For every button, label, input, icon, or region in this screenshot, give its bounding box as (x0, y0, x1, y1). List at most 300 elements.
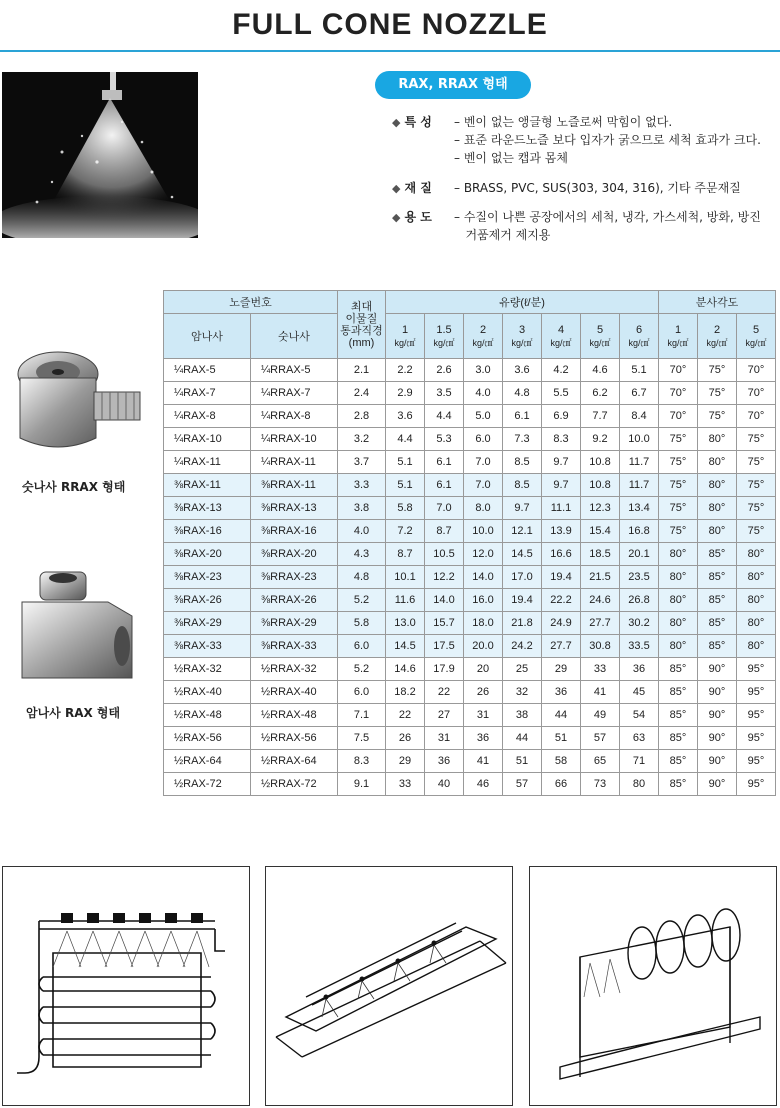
flow-cell: 33 (581, 658, 620, 681)
angle-cell: 85° (698, 612, 737, 635)
table-row (164, 589, 776, 612)
flow-cell: 57 (581, 727, 620, 750)
female-type-label: 암나사 RAX 형태 (26, 706, 121, 720)
flow-cell: 17.9 (425, 658, 464, 681)
flow-cell: 4.2 (542, 359, 581, 382)
female-code-cell: ½RAX-64 (164, 750, 251, 773)
flow-cell: 27 (425, 704, 464, 727)
angle-cell: 75° (737, 451, 776, 474)
angle-cell: 90° (698, 681, 737, 704)
flow-cell: 36 (464, 727, 503, 750)
flow-cell: 31 (464, 704, 503, 727)
female-code-cell: ⅜RAX-23 (164, 566, 251, 589)
male-code-cell: ½RRAX-64 (251, 750, 338, 773)
angle-cell: 70° (737, 382, 776, 405)
flow-cell: 6.2 (581, 382, 620, 405)
angle-cell: 75° (737, 474, 776, 497)
angle-pressure-header: 1 kg/㎠ (659, 314, 698, 359)
flow-cell: 14.0 (425, 589, 464, 612)
title-divider (0, 50, 780, 52)
table-row (164, 658, 776, 681)
flow-cell: 17.5 (425, 635, 464, 658)
angle-cell: 75° (659, 497, 698, 520)
flow-cell: 21.8 (503, 612, 542, 635)
angle-cell: 85° (659, 773, 698, 796)
max-passage-cell: 4.8 (338, 566, 386, 589)
table-row (164, 566, 776, 589)
max-passage-cell: 7.1 (338, 704, 386, 727)
female-thread-nozzle-icon (18, 566, 142, 686)
flow-cell: 19.4 (542, 566, 581, 589)
flow-cell: 5.3 (425, 428, 464, 451)
spec-line: – 벤이 없는 앵글형 노즐로써 막힘이 없다. (454, 115, 673, 129)
flow-cell: 14.6 (386, 658, 425, 681)
angle-cell: 80° (737, 543, 776, 566)
flow-cell: 33 (386, 773, 425, 796)
male-code-cell: ⅜RRAX-13 (251, 497, 338, 520)
flow-cell: 5.8 (386, 497, 425, 520)
flow-cell: 12.3 (581, 497, 620, 520)
flow-cell: 15.4 (581, 520, 620, 543)
flow-cell: 9.7 (542, 451, 581, 474)
female-code-cell: ⅜RAX-29 (164, 612, 251, 635)
flow-cell: 5.1 (386, 451, 425, 474)
max-passage-cell: 2.4 (338, 382, 386, 405)
angle-cell: 75° (737, 428, 776, 451)
male-code-cell: ⅜RRAX-20 (251, 543, 338, 566)
flow-cell: 5.0 (464, 405, 503, 428)
female-header: 암나사 (164, 314, 251, 359)
flow-pressure-header: 4 kg/㎠ (542, 314, 581, 359)
angle-cell: 80° (737, 635, 776, 658)
angle-cell: 75° (698, 405, 737, 428)
angle-cell: 75° (698, 382, 737, 405)
male-code-cell: ¼RRAX-10 (251, 428, 338, 451)
flow-pressure-header: 2 kg/㎠ (464, 314, 503, 359)
flow-cell: 51 (503, 750, 542, 773)
flow-cell: 13.4 (620, 497, 659, 520)
max-passage-cell: 8.3 (338, 750, 386, 773)
spec-table (163, 290, 776, 796)
table-row (164, 612, 776, 635)
female-code-cell: ½RAX-48 (164, 704, 251, 727)
flow-cell: 51 (542, 727, 581, 750)
angle-cell: 85° (659, 658, 698, 681)
flow-cell: 22.2 (542, 589, 581, 612)
male-code-cell: ⅜RRAX-29 (251, 612, 338, 635)
pipe-rack-diagram (2, 866, 250, 1106)
spec-line: – BRASS, PVC, SUS(303, 304, 316), 기타 주문재질 (454, 181, 741, 195)
flow-cell: 6.0 (464, 428, 503, 451)
flow-cell: 16.6 (542, 543, 581, 566)
angle-cell: 95° (737, 773, 776, 796)
flow-cell: 40 (425, 773, 464, 796)
flow-cell: 17.0 (503, 566, 542, 589)
angle-cell: 90° (698, 727, 737, 750)
flow-cell: 20.0 (464, 635, 503, 658)
female-code-cell: ⅜RAX-13 (164, 497, 251, 520)
diamond-bullet-icon: ◆ (392, 182, 401, 195)
conveyor-diagram-icon (266, 867, 512, 1105)
male-code-cell: ⅜RRAX-26 (251, 589, 338, 612)
flow-cell: 21.5 (581, 566, 620, 589)
angle-cell: 70° (659, 382, 698, 405)
angle-cell: 85° (698, 635, 737, 658)
angle-cell: 90° (698, 773, 737, 796)
roller-diagram-icon (530, 867, 776, 1105)
flow-cell: 8.5 (503, 451, 542, 474)
angle-cell: 80° (659, 543, 698, 566)
flow-cell: 16.0 (464, 589, 503, 612)
flow-cell: 9.2 (581, 428, 620, 451)
male-code-cell: ¼RRAX-11 (251, 451, 338, 474)
flow-cell: 54 (620, 704, 659, 727)
male-type-label: 숫나사 RRAX 형태 (22, 480, 126, 494)
female-code-cell: ⅜RAX-20 (164, 543, 251, 566)
pipe-rack-diagram-icon (3, 867, 249, 1105)
flow-cell: 8.4 (620, 405, 659, 428)
flow-cell: 3.0 (464, 359, 503, 382)
flow-cell: 6.7 (620, 382, 659, 405)
flow-cell: 31 (425, 727, 464, 750)
spec-line: – 표준 라운드노즐 보다 입자가 굵으므로 세척 효과가 크다. (454, 133, 761, 147)
female-code-cell: ½RAX-40 (164, 681, 251, 704)
male-thread-nozzle-icon (10, 346, 150, 456)
flow-cell: 22 (425, 681, 464, 704)
page-title: FULL CONE NOZZLE (232, 8, 548, 41)
angle-cell: 75° (737, 520, 776, 543)
flow-pressure-header: 3 kg/㎠ (503, 314, 542, 359)
angle-cell: 95° (737, 704, 776, 727)
nozzle-no-header: 노즐번호 (164, 291, 338, 314)
angle-cell: 95° (737, 727, 776, 750)
spec-line: – 벤이 없는 캡과 몸체 (454, 151, 568, 165)
angle-cell: 95° (737, 681, 776, 704)
male-code-cell: ⅜RRAX-33 (251, 635, 338, 658)
spec-line: 거품제거 제지용 (454, 228, 551, 242)
flow-cell: 3.5 (425, 382, 464, 405)
angle-cell: 75° (659, 520, 698, 543)
flow-cell: 9.7 (503, 497, 542, 520)
flow-cell: 7.0 (425, 497, 464, 520)
flow-cell: 30.2 (620, 612, 659, 635)
flow-cell: 3.6 (386, 405, 425, 428)
angle-cell: 90° (698, 658, 737, 681)
flow-cell: 7.3 (503, 428, 542, 451)
flow-cell: 41 (581, 681, 620, 704)
angle-cell: 90° (698, 750, 737, 773)
male-code-cell: ½RRAX-72 (251, 773, 338, 796)
flow-cell: 4.4 (425, 405, 464, 428)
angle-cell: 85° (698, 543, 737, 566)
angle-cell: 75° (659, 428, 698, 451)
flow-cell: 36 (620, 658, 659, 681)
flow-header: 유량(ℓ/분) (386, 291, 659, 314)
max-passage-cell: 3.2 (338, 428, 386, 451)
female-code-cell: ¼RAX-7 (164, 382, 251, 405)
flow-cell: 18.2 (386, 681, 425, 704)
type-badge: RAX, RRAX 형태 (375, 71, 531, 99)
flow-cell: 2.6 (425, 359, 464, 382)
flow-cell: 65 (581, 750, 620, 773)
flow-pressure-header: 1.5 kg/㎠ (425, 314, 464, 359)
flow-cell: 49 (581, 704, 620, 727)
flow-cell: 7.0 (464, 451, 503, 474)
female-code-cell: ¼RAX-10 (164, 428, 251, 451)
flow-cell: 13.0 (386, 612, 425, 635)
flow-cell: 24.9 (542, 612, 581, 635)
table-row (164, 359, 776, 382)
flow-cell: 19.4 (503, 589, 542, 612)
angle-cell: 75° (737, 497, 776, 520)
diamond-bullet-icon: ◆ (392, 116, 401, 129)
flow-cell: 73 (581, 773, 620, 796)
angle-cell: 80° (698, 497, 737, 520)
angle-cell: 70° (659, 405, 698, 428)
male-code-cell: ½RRAX-56 (251, 727, 338, 750)
flow-cell: 10.0 (464, 520, 503, 543)
flow-cell: 58 (542, 750, 581, 773)
flow-cell: 11.7 (620, 451, 659, 474)
flow-cell: 38 (503, 704, 542, 727)
male-code-cell: ⅜RRAX-23 (251, 566, 338, 589)
male-code-cell: ⅜RRAX-11 (251, 474, 338, 497)
flow-cell: 13.9 (542, 520, 581, 543)
angle-cell: 80° (659, 589, 698, 612)
flow-cell: 4.8 (503, 382, 542, 405)
max-passage-cell: 4.3 (338, 543, 386, 566)
angle-cell: 80° (659, 612, 698, 635)
female-code-cell: ½RAX-32 (164, 658, 251, 681)
flow-cell: 44 (503, 727, 542, 750)
flow-cell: 22 (386, 704, 425, 727)
angle-pressure-header: 2 kg/㎠ (698, 314, 737, 359)
flow-cell: 18.5 (581, 543, 620, 566)
max-passage-header: 최대 이물질 통과직경 (mm) (338, 291, 386, 359)
angle-cell: 80° (698, 474, 737, 497)
angle-cell: 70° (737, 359, 776, 382)
flow-cell: 3.6 (503, 359, 542, 382)
flow-cell: 20 (464, 658, 503, 681)
male-code-cell: ¼RRAX-8 (251, 405, 338, 428)
male-code-cell: ⅜RRAX-16 (251, 520, 338, 543)
table-row (164, 750, 776, 773)
flow-cell: 5.5 (542, 382, 581, 405)
angle-cell: 85° (659, 704, 698, 727)
flow-cell: 44 (542, 704, 581, 727)
table-row (164, 428, 776, 451)
spec-label: 재 질 (404, 181, 432, 195)
angle-cell: 80° (737, 612, 776, 635)
female-code-cell: ½RAX-56 (164, 727, 251, 750)
spray-photo (2, 72, 198, 238)
flow-cell: 6.1 (425, 474, 464, 497)
flow-cell: 7.2 (386, 520, 425, 543)
flow-cell: 29 (386, 750, 425, 773)
table-row (164, 474, 776, 497)
male-code-cell: ¼RRAX-7 (251, 382, 338, 405)
angle-cell: 85° (659, 727, 698, 750)
angle-cell: 70° (659, 359, 698, 382)
flow-cell: 26 (386, 727, 425, 750)
flow-cell: 9.7 (542, 474, 581, 497)
flow-cell: 10.5 (425, 543, 464, 566)
flow-cell: 41 (464, 750, 503, 773)
angle-cell: 80° (659, 635, 698, 658)
table-row (164, 727, 776, 750)
angle-cell: 85° (698, 566, 737, 589)
flow-cell: 33.5 (620, 635, 659, 658)
flow-cell: 16.8 (620, 520, 659, 543)
angle-cell: 95° (737, 750, 776, 773)
male-header: 숫나사 (251, 314, 338, 359)
flow-cell: 2.2 (386, 359, 425, 382)
spray-photo-icon (2, 72, 198, 238)
spec-label: 특 성 (404, 115, 432, 129)
angle-cell: 80° (698, 451, 737, 474)
conveyor-diagram (265, 866, 513, 1106)
table-row (164, 704, 776, 727)
flow-cell: 66 (542, 773, 581, 796)
flow-cell: 20.1 (620, 543, 659, 566)
flow-cell: 8.5 (503, 474, 542, 497)
angle-pressure-header: 5 kg/㎠ (737, 314, 776, 359)
max-passage-cell: 3.8 (338, 497, 386, 520)
female-code-cell: ¼RAX-5 (164, 359, 251, 382)
angle-cell: 80° (698, 428, 737, 451)
angle-cell: 85° (659, 681, 698, 704)
table-row (164, 681, 776, 704)
flow-cell: 71 (620, 750, 659, 773)
flow-cell: 27.7 (542, 635, 581, 658)
flow-cell: 29 (542, 658, 581, 681)
table-row (164, 635, 776, 658)
flow-pressure-header: 5 kg/㎠ (581, 314, 620, 359)
flow-cell: 36 (542, 681, 581, 704)
flow-cell: 14.5 (386, 635, 425, 658)
flow-cell: 18.0 (464, 612, 503, 635)
flow-cell: 10.1 (386, 566, 425, 589)
flow-cell: 36 (425, 750, 464, 773)
max-passage-cell: 5.8 (338, 612, 386, 635)
flow-cell: 6.1 (425, 451, 464, 474)
angle-cell: 80° (659, 566, 698, 589)
flow-cell: 4.0 (464, 382, 503, 405)
flow-cell: 12.2 (425, 566, 464, 589)
female-code-cell: ¼RAX-8 (164, 405, 251, 428)
angle-header: 분사각도 (659, 291, 776, 314)
flow-cell: 10.0 (620, 428, 659, 451)
flow-cell: 11.1 (542, 497, 581, 520)
flow-cell: 4.4 (386, 428, 425, 451)
flow-cell: 8.7 (425, 520, 464, 543)
flow-cell: 30.8 (581, 635, 620, 658)
flow-cell: 11.6 (386, 589, 425, 612)
diamond-bullet-icon: ◆ (392, 211, 401, 224)
flow-cell: 8.0 (464, 497, 503, 520)
female-code-cell: ⅜RAX-26 (164, 589, 251, 612)
table-row (164, 543, 776, 566)
angle-cell: 85° (698, 589, 737, 612)
angle-cell: 75° (659, 451, 698, 474)
max-passage-cell: 4.0 (338, 520, 386, 543)
flow-cell: 46 (464, 773, 503, 796)
angle-cell: 75° (659, 474, 698, 497)
flow-cell: 6.9 (542, 405, 581, 428)
table-row (164, 497, 776, 520)
angle-cell: 85° (659, 750, 698, 773)
flow-cell: 10.8 (581, 474, 620, 497)
flow-pressure-header: 1 kg/㎠ (386, 314, 425, 359)
male-code-cell: ¼RRAX-5 (251, 359, 338, 382)
male-code-cell: ½RRAX-48 (251, 704, 338, 727)
table-row (164, 405, 776, 428)
flow-cell: 12.1 (503, 520, 542, 543)
angle-cell: 75° (698, 359, 737, 382)
flow-cell: 25 (503, 658, 542, 681)
max-passage-cell: 2.8 (338, 405, 386, 428)
max-passage-cell: 5.2 (338, 658, 386, 681)
max-passage-cell: 6.0 (338, 635, 386, 658)
flow-cell: 80 (620, 773, 659, 796)
female-code-cell: ¼RAX-11 (164, 451, 251, 474)
flow-cell: 5.1 (620, 359, 659, 382)
flow-cell: 10.8 (581, 451, 620, 474)
flow-cell: 7.7 (581, 405, 620, 428)
flow-cell: 12.0 (464, 543, 503, 566)
max-passage-cell: 2.1 (338, 359, 386, 382)
flow-pressure-header: 6 kg/㎠ (620, 314, 659, 359)
flow-cell: 27.7 (581, 612, 620, 635)
flow-cell: 32 (503, 681, 542, 704)
flow-cell: 2.9 (386, 382, 425, 405)
angle-cell: 95° (737, 658, 776, 681)
female-code-cell: ⅜RAX-11 (164, 474, 251, 497)
flow-cell: 26 (464, 681, 503, 704)
max-passage-cell: 6.0 (338, 681, 386, 704)
flow-cell: 7.0 (464, 474, 503, 497)
flow-cell: 26.8 (620, 589, 659, 612)
flow-cell: 14.5 (503, 543, 542, 566)
spec-label: 용 도 (404, 210, 432, 224)
roller-diagram (529, 866, 777, 1106)
flow-cell: 24.6 (581, 589, 620, 612)
table-row (164, 773, 776, 796)
max-passage-cell: 7.5 (338, 727, 386, 750)
flow-cell: 11.7 (620, 474, 659, 497)
flow-cell: 5.1 (386, 474, 425, 497)
female-code-cell: ⅜RAX-16 (164, 520, 251, 543)
max-passage-cell: 9.1 (338, 773, 386, 796)
flow-cell: 8.7 (386, 543, 425, 566)
male-code-cell: ½RRAX-40 (251, 681, 338, 704)
flow-cell: 23.5 (620, 566, 659, 589)
angle-cell: 70° (737, 405, 776, 428)
angle-cell: 80° (737, 566, 776, 589)
max-passage-cell: 3.3 (338, 474, 386, 497)
flow-cell: 57 (503, 773, 542, 796)
angle-cell: 80° (698, 520, 737, 543)
max-passage-cell: 3.7 (338, 451, 386, 474)
flow-cell: 63 (620, 727, 659, 750)
flow-cell: 4.6 (581, 359, 620, 382)
female-code-cell: ½RAX-72 (164, 773, 251, 796)
angle-cell: 80° (737, 589, 776, 612)
max-passage-cell: 5.2 (338, 589, 386, 612)
flow-cell: 8.3 (542, 428, 581, 451)
table-row (164, 382, 776, 405)
flow-cell: 15.7 (425, 612, 464, 635)
